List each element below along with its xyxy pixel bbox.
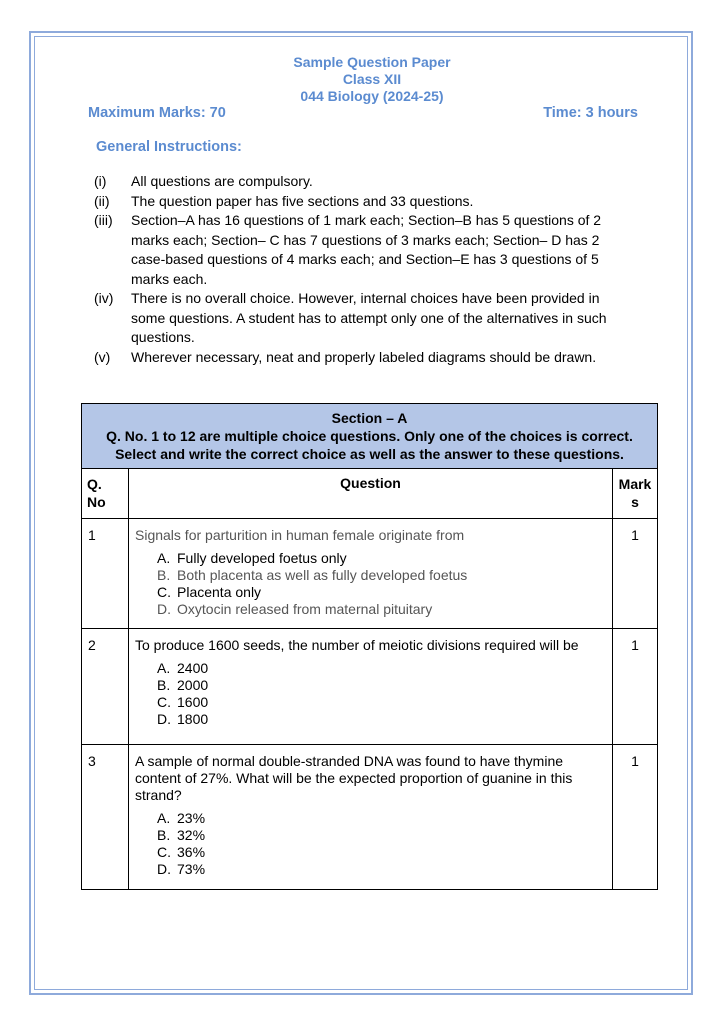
instruction-item bbox=[94, 289, 634, 348]
option-item bbox=[157, 601, 606, 618]
instructions-list bbox=[94, 172, 634, 367]
option-text: 2400 bbox=[177, 660, 209, 676]
option-letter: A. bbox=[157, 550, 171, 566]
option-letter: B. bbox=[157, 677, 171, 693]
option-text: 23% bbox=[177, 810, 206, 826]
question-number: 3 bbox=[82, 745, 129, 890]
option-text: Fully developed foetus only bbox=[177, 550, 347, 566]
option-item bbox=[157, 861, 606, 878]
question-number: 2 bbox=[82, 629, 129, 745]
maximum-marks: Maximum Marks: 70 bbox=[88, 105, 226, 121]
option-letter: C. bbox=[157, 584, 171, 600]
instruction-number: (i) bbox=[94, 173, 107, 189]
section-title: Section – A bbox=[331, 410, 408, 426]
option-letter: C. bbox=[157, 844, 171, 860]
option-text: 36% bbox=[177, 844, 206, 860]
instruction-number: (ii) bbox=[94, 192, 110, 209]
question-marks: 1 bbox=[613, 519, 658, 629]
column-header-no: Q. No bbox=[82, 469, 129, 519]
general-instructions-heading: General Instructions: bbox=[96, 139, 242, 155]
instruction-text: All questions are compulsory. bbox=[131, 173, 313, 189]
instruction-number: (v) bbox=[94, 348, 111, 365]
option-item bbox=[157, 550, 606, 567]
option-text: Placenta only bbox=[177, 584, 262, 600]
column-header-marks: Mark s bbox=[613, 469, 658, 519]
instruction-number: (iii) bbox=[94, 212, 113, 228]
instruction-item bbox=[94, 172, 634, 192]
section-description-line: Select and write the correct choice as well as the answer to these questions. bbox=[115, 446, 624, 462]
option-letter: B. bbox=[157, 827, 171, 843]
paper-class: Class XII bbox=[342, 71, 402, 87]
option-letter: D. bbox=[157, 711, 171, 727]
question-number: 1 bbox=[82, 519, 129, 629]
option-text: 1600 bbox=[177, 694, 209, 710]
question-row bbox=[82, 745, 658, 890]
options-list bbox=[135, 660, 606, 728]
marks-time-row bbox=[88, 105, 638, 121]
question-marks: 1 bbox=[613, 629, 658, 745]
paper-title-block bbox=[0, 54, 724, 105]
option-item bbox=[157, 677, 606, 694]
instruction-text: There is no overall choice. However, internal choices have been provided in some questions. A student has to attempt only one of the alternatives in such questions. bbox=[131, 290, 607, 345]
option-text: Both placenta as well as fully developed foetus bbox=[177, 567, 468, 583]
instruction-item bbox=[94, 192, 634, 212]
paper-subject: 044 Biology (2024-25) bbox=[300, 88, 444, 104]
option-item bbox=[157, 584, 606, 601]
options-list bbox=[135, 810, 606, 878]
question-cell bbox=[129, 629, 613, 745]
question-text: A sample of normal double-stranded DNA was found to have thymine content of 27%. What will be the expected proportion of guanine in this strand? bbox=[135, 753, 573, 803]
option-item bbox=[157, 567, 606, 584]
question-cell bbox=[129, 519, 613, 629]
question-row bbox=[82, 629, 658, 745]
option-item bbox=[157, 694, 606, 711]
column-header-question: Question bbox=[129, 469, 613, 519]
question-cell bbox=[129, 745, 613, 890]
option-item bbox=[157, 810, 606, 827]
section-a-table bbox=[81, 403, 658, 890]
section-header bbox=[82, 404, 658, 469]
question-row bbox=[82, 519, 658, 629]
question-text: Signals for parturition in human female originate from bbox=[135, 527, 465, 543]
options-list bbox=[135, 550, 606, 618]
option-text: 32% bbox=[177, 827, 206, 843]
option-letter: B. bbox=[157, 567, 171, 583]
option-letter: A. bbox=[157, 660, 171, 676]
option-item bbox=[157, 660, 606, 677]
option-item bbox=[157, 827, 606, 844]
option-letter: D. bbox=[157, 861, 171, 877]
option-text: 2000 bbox=[177, 677, 209, 693]
section-description-line: Q. No. 1 to 12 are multiple choice questions. Only one of the choices is correct. bbox=[106, 428, 633, 444]
option-item bbox=[157, 844, 606, 861]
instruction-text: Section–A has 16 questions of 1 mark each; Section–B has 5 questions of 2 marks each; Section– C has 7 questions of 3 marks each; Section– D has 2 case-based questions of 4 marks each; and Section–E has 3 questions of 5 marks each. bbox=[131, 212, 602, 287]
column-header-row bbox=[82, 469, 658, 519]
paper-title: Sample Question Paper bbox=[293, 54, 451, 70]
question-text: To produce 1600 seeds, the number of meiotic divisions required will be bbox=[135, 637, 579, 653]
option-letter: C. bbox=[157, 694, 171, 710]
instruction-text: Wherever necessary, neat and properly labeled diagrams should be drawn. bbox=[131, 348, 597, 365]
instruction-number: (iv) bbox=[94, 290, 114, 306]
instruction-item bbox=[94, 348, 634, 368]
time-allowed: Time: 3 hours bbox=[543, 105, 638, 121]
option-text: 1800 bbox=[177, 711, 209, 727]
option-letter: A. bbox=[157, 810, 171, 826]
instruction-item bbox=[94, 211, 634, 289]
option-letter: D. bbox=[157, 601, 171, 617]
section-header-row bbox=[82, 404, 658, 469]
question-marks: 1 bbox=[613, 745, 658, 890]
instruction-text: The question paper has five sections and 33 questions. bbox=[131, 192, 474, 209]
option-text: 73% bbox=[177, 861, 206, 877]
option-text: Oxytocin released from maternal pituitary bbox=[177, 601, 433, 617]
option-item bbox=[157, 711, 606, 728]
